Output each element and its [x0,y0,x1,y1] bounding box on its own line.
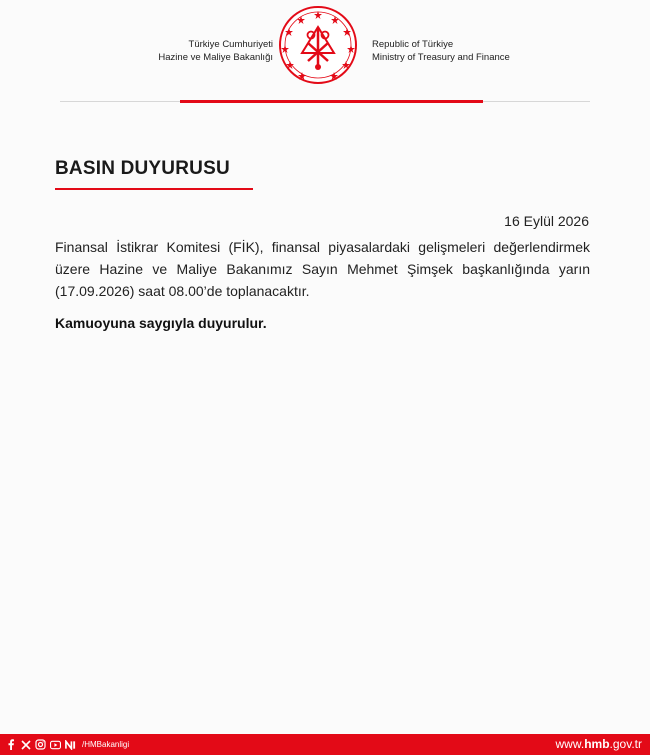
letterhead-english [372,38,510,64]
nsosyal-icon[interactable] [65,739,76,750]
youtube-icon[interactable] [50,739,61,750]
social-handle[interactable]: /HMBakanligi [82,740,130,749]
header-accent-divider [180,100,483,103]
title-underline [55,188,253,190]
instagram-icon[interactable] [35,739,46,750]
letterhead [0,0,650,110]
document-body: Finansal İstikrar Komitesi (FİK), finansal piyasalardaki gelişmeleri değerlendirmek üzere Hazine ve Maliye Bakanımız Sayın Mehmet Şimşek başkanlığında yarın (17.09.2026) saat 08.00’de toplanacaktır. [55,239,590,299]
x-icon[interactable] [20,739,31,750]
ministry-emblem-icon [278,5,358,85]
letterhead-turkish [158,38,273,64]
facebook-icon[interactable] [5,739,16,750]
document-date: 16 Eylül 2026 [504,213,589,229]
footer-bar [0,734,650,755]
website-prefix: www. [555,737,585,751]
document-title: BASIN DUYURUSU [55,158,230,179]
letterhead-tr-line2: Hazine ve Maliye Bakanlığı [158,52,273,63]
website-link[interactable] [556,737,642,752]
website-domain: hmb [584,737,610,751]
document-closing: Kamuoyuna saygıyla duyurulur. [55,315,267,331]
letterhead-tr-line1: Türkiye Cumhuriyeti [188,39,273,50]
letterhead-en-line2: Ministry of Treasury and Finance [372,52,510,63]
social-links [5,737,129,752]
letterhead-en-line1: Republic of Türkiye [372,39,454,50]
website-suffix: .gov.tr [609,737,642,751]
